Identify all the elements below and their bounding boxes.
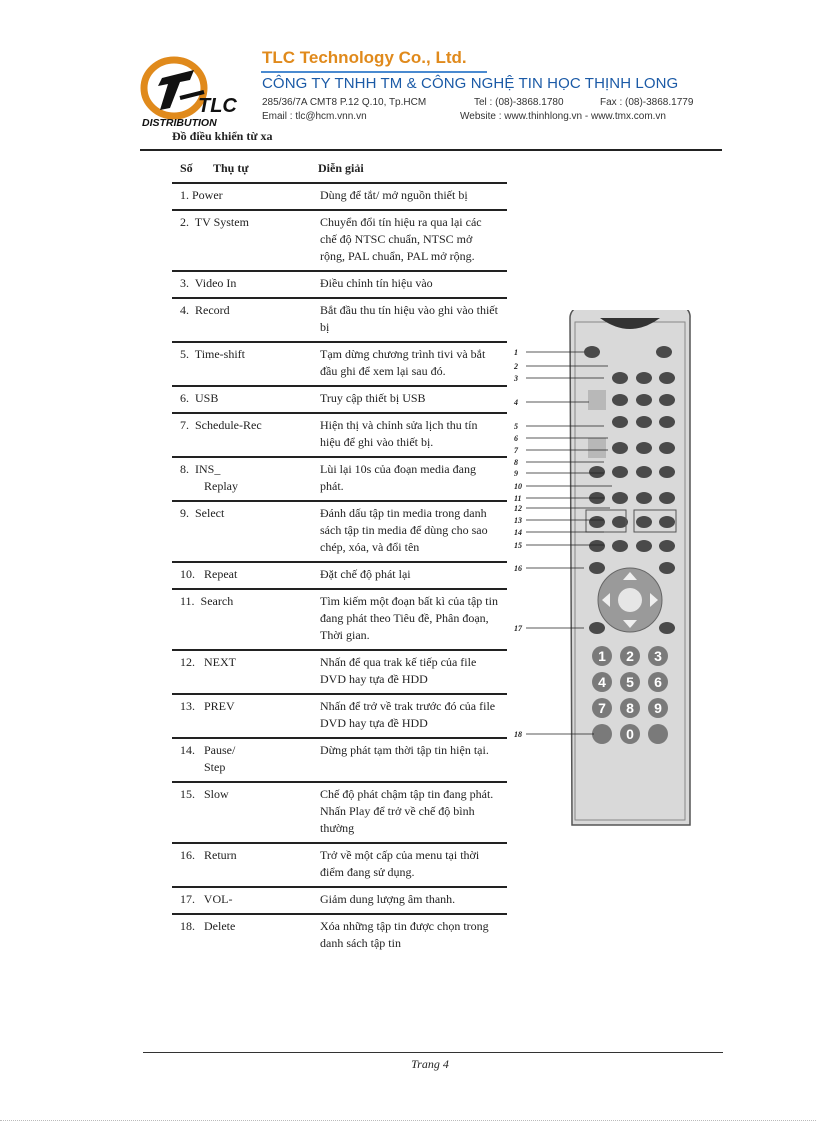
company-name-en: TLC Technology Co., Ltd. [262,48,467,67]
remote-button [612,492,628,504]
tel: Tel : (08)-3868.1780 [474,97,564,108]
function-description: Hiện thị và chỉnh sửa lịch thu tín hiệu để ghi vào thiết bị. [320,418,478,449]
remote-button [659,466,675,478]
email: Email : tlc@hcm.vnn.vn [262,111,367,122]
table-row [172,737,507,781]
function-name: 18. Delete [180,919,236,933]
function-description: Lùi lại 10s của đoạn media đang phát. [320,462,476,493]
table-row [172,297,507,341]
logo-text: TLC [198,95,237,117]
function-description: Chế độ phát chậm tập tin đang phát. Nhấn Play để trở về chế độ bình thường [320,787,494,835]
keypad-digit: 6 [654,674,662,690]
keypad-digit: 4 [598,674,606,690]
function-description: Nhấn để trở về trak trước đó của file DVD hay tựa đề HDD [320,699,496,730]
navigation-pad [598,568,662,632]
table-row [172,913,507,957]
remote-button [659,540,675,552]
table-row [172,561,507,588]
callout-label: 18 [514,730,522,739]
table-row [172,588,507,649]
function-name: 6. USB [180,391,219,405]
callout-label: 8 [514,458,518,467]
function-description: Đánh dấu tập tin media trong danh sách tập tin media để dùng cho sao chép, xóa, và đổi tên [320,506,488,554]
tlc-logo [140,48,246,128]
remote-button [612,466,628,478]
remote-button [589,466,605,478]
callout-label: 13 [514,516,522,525]
website: Website : www.thinhlong.vn - www.tmx.com.vn [460,111,666,122]
keypad-digit: 1 [598,648,606,664]
function-name: 3. Video In [180,276,237,290]
keypad-digit: 5 [626,674,634,690]
function-name: 2. TV System [180,215,249,229]
table-row [172,781,507,842]
table-row [172,500,507,561]
callout-label: 4 [514,398,518,407]
callout-label: 2 [514,362,518,371]
callout-label: 17 [514,624,522,633]
table-row [172,270,507,297]
table-row [172,842,507,886]
function-description: Trở về một cấp của menu tại thời điểm đang sử dụng. [320,848,480,879]
callout-label: 10 [514,482,522,491]
function-name: 7. Schedule-Rec [180,418,262,432]
remote-button [612,442,628,454]
callout-label: 3 [514,374,518,383]
fax: Fax : (08)-3868.1779 [600,97,694,108]
function-description: Nhấn để qua trak kế tiếp của file DVD hay tựa đề HDD [320,655,477,686]
function-name: 9. Select [180,506,225,520]
remote-button [612,372,628,384]
callout-label: 11 [514,494,522,503]
col-header-desc: Diễn giải [318,161,364,175]
function-description: Tạm dừng chương trình tivi và bắt đầu ghi để xem lại sau đó. [320,347,486,378]
remote-button [659,516,675,528]
table-row [172,886,507,913]
address: 285/36/7A CMT8 P.12 Q.10, Tp.HCM [262,97,427,108]
remote-button [636,442,652,454]
logo-subtext: DISTRIBUTION [142,117,217,128]
remote-button [659,416,675,428]
remote-button [636,540,652,552]
remote-button [589,622,605,634]
col-header-order: Thụ tự [213,161,249,175]
keypad-digit: 8 [626,700,634,716]
header-rule [261,71,487,73]
function-name: 4. Record [180,303,230,317]
function-name: 12. NEXT [180,655,236,669]
remote-button [636,394,652,406]
callout-label: 1 [514,348,518,357]
keypad-digit: 0 [626,726,634,742]
mute-button [648,724,668,744]
function-name: 13. PREV [180,699,235,713]
function-name: 11. Search [180,594,234,608]
page-edge [0,1120,816,1121]
table-row [172,341,507,385]
keypad-digit: 3 [654,648,662,664]
table-row [172,385,507,412]
remote-panel-button [588,390,606,410]
function-description: Đặt chế độ phát lại [320,567,411,581]
remote-button [612,394,628,406]
function-description: Tìm kiếm một đoạn bất kì của tập tin đang phát theo Tiêu đề, Phân đoạn, Thời gian. [320,594,498,642]
remote-button [636,492,652,504]
footer-rule [143,1052,723,1053]
remote-button [656,346,672,358]
function-description: Dùng để tắt/ mở nguồn thiết bị [320,188,468,202]
function-description: Chuyển đổi tín hiệu ra qua lại các chế độ NTSC chuẩn, NTSC mở rộng, PAL chuẩn, PAL mở rộng. [320,215,482,263]
table-row [172,693,507,737]
section-title: Đồ điều khiển từ xa [172,129,273,143]
callout-label: 7 [514,446,518,455]
function-description: Điều chỉnh tín hiệu vào [320,276,433,290]
table-row [172,456,507,500]
title-rule [140,149,722,151]
callout-label: 15 [514,541,522,550]
table-row [172,412,507,456]
remote-button [659,442,675,454]
remote-button [659,492,675,504]
callout-label: 5 [514,422,518,431]
col-header-no: Số [180,161,193,175]
remote-button [636,516,652,528]
keypad-digit: 9 [654,700,662,716]
table-row [172,649,507,693]
delete-button [592,724,612,744]
callout-label: 9 [514,469,518,478]
function-name: 5. Time-shift [180,347,246,361]
function-description: Dừng phát tạm thời tập tin hiện tại. [320,743,489,757]
remote-panel-button [588,438,606,458]
ok-button [618,588,642,612]
function-description: Truy cập thiết bị USB [320,391,426,405]
table-row [172,182,507,209]
function-description: Xóa những tập tin được chọn trong danh sách tập tin [320,919,489,950]
remote-button [584,346,600,358]
remote-button [659,622,675,634]
keypad-digit: 7 [598,700,606,716]
remote-button [589,540,605,552]
remote-button [589,516,605,528]
remote-functions-table [172,182,507,957]
remote-button [659,372,675,384]
letterhead [140,40,730,130]
company-name-vn: CÔNG TY TNHH TM & CÔNG NGHỆ TIN HỌC THỊNH LONG [262,75,679,92]
remote-button [659,562,675,574]
remote-button [612,416,628,428]
remote-button [636,416,652,428]
function-name: 1. Power [180,188,223,202]
callout-label: 14 [514,528,522,537]
remote-button [612,540,628,552]
contact-line [262,111,732,124]
function-name: 14. Pause/ Step [180,743,236,774]
callout-label: 6 [514,434,518,443]
function-name: 8. INS_ Replay [180,462,238,493]
remote-button [636,466,652,478]
remote-button [659,394,675,406]
function-name: 16. Return [180,848,237,862]
page-number: Trang 4 [411,1057,449,1071]
function-name: 15. Slow [180,787,229,801]
callout-label: 16 [514,564,522,573]
table-row [172,209,507,270]
function-name: 17. VOL- [180,892,233,906]
address-line [262,97,732,110]
remote-button [636,372,652,384]
function-description: Giảm dung lượng âm thanh. [320,892,456,906]
callout-label: 12 [514,504,522,513]
function-name: 10. Repeat [180,567,238,581]
function-description: Bắt đầu thu tín hiệu vào ghi vào thiết bị [320,303,498,334]
keypad-digit: 2 [626,648,634,664]
remote-control-illustration [512,310,692,830]
remote-button [589,562,605,574]
